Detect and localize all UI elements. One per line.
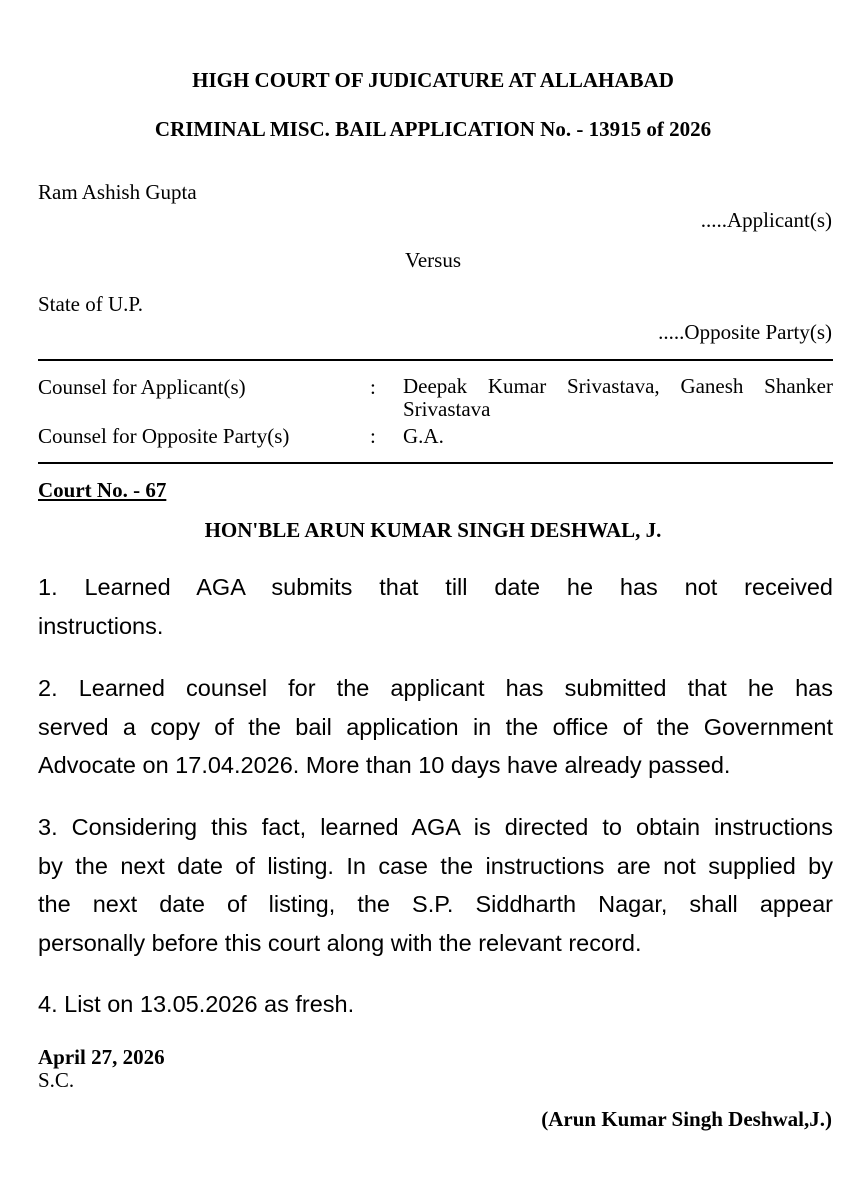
paragraph-4-line-1: 4. List on 13.05.2026 as fresh.: [38, 991, 355, 1017]
counsel-opposite-label: Counsel for Opposite Party(s): [38, 424, 290, 448]
paragraph-3-line-3: the next date of listing, the S.P. Siddharth Nagar, shall appear: [38, 891, 833, 917]
paragraph-2-line-1: 2. Learned counsel for the applicant has submitted that he has: [38, 675, 833, 701]
case-title: CRIMINAL MISC. BAIL APPLICATION No. - 13915 of 2026: [154, 117, 712, 141]
paragraph-2-line-2: served a copy of the bail application in the office of the Government: [38, 713, 833, 740]
paragraph-2-line-3: Advocate on 17.04.2026. More than 10 days have already passed.: [38, 752, 731, 778]
counsel-applicant-value: Deepak Kumar Srivastava, Ganesh Shanker Srivastava: [403, 374, 833, 421]
counsel-applicant-colon: :: [370, 375, 376, 399]
counsel-applicant-label: Counsel for Applicant(s): [38, 375, 246, 399]
applicant-name: Ram Ashish Gupta: [38, 180, 197, 204]
paragraph-2: [38, 669, 833, 785]
applicant-label: .....Applicant(s): [700, 208, 832, 232]
paragraph-3-line-1: 3. Considering this fact, learned AGA is directed to obtain instructions: [38, 814, 833, 840]
judge-name: HON'BLE ARUN KUMAR SINGH DESHWAL, J.: [204, 518, 662, 542]
paragraph-3-line-2: by the next date of listing. In case the instructions are not supplied by: [38, 852, 833, 879]
counsel-opposite-value: G.A.: [403, 424, 444, 448]
opposite-party-name: State of U.P.: [38, 292, 143, 316]
order-date: April 27, 2026: [38, 1045, 165, 1069]
paragraph-4: [38, 985, 833, 1024]
court-title: HIGH COURT OF JUDICATURE AT ALLAHABAD: [192, 68, 674, 92]
judge-signature: (Arun Kumar Singh Deshwal,J.): [541, 1107, 832, 1131]
opposite-party-label: .....Opposite Party(s): [658, 320, 832, 344]
paragraph-3-line-4: personally before this court along with the relevant record.: [38, 929, 642, 956]
paragraph-1: [38, 568, 833, 645]
divider-top: [38, 359, 833, 361]
paragraph-1-line-2: instructions.: [38, 612, 164, 639]
paragraph-1-line-1: 1. Learned AGA submits that till date he has not received: [38, 574, 833, 600]
versus-label: Versus: [405, 248, 461, 272]
counsel-opposite-colon: :: [370, 424, 376, 448]
court-number: Court No. - 67: [38, 478, 167, 502]
paragraph-3: [38, 808, 833, 962]
divider-bottom: [38, 462, 833, 464]
initials: S.C.: [38, 1068, 75, 1092]
